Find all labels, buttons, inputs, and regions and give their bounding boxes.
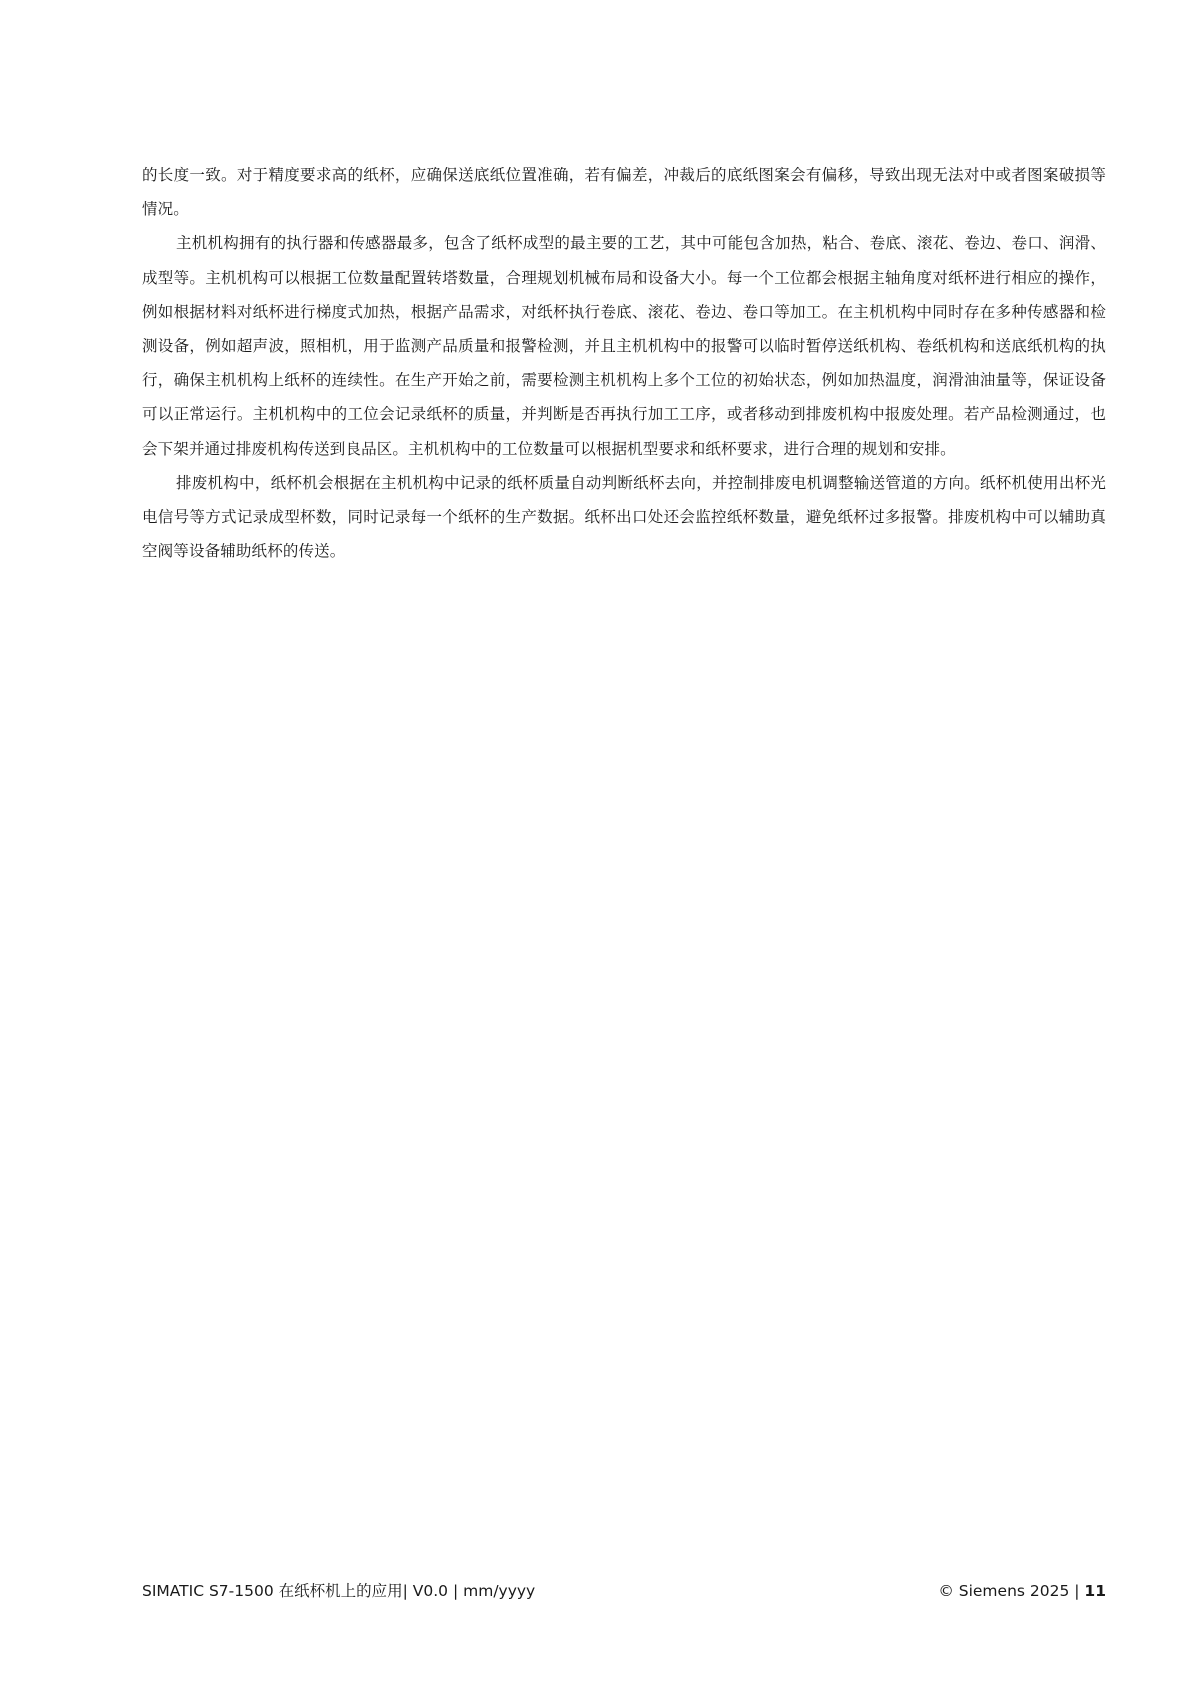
paragraph-3: 排废机构中，纸杯机会根据在主机机构中记录的纸杯质量自动判断纸杯去向，并控制排废电机调整输送管道的方向。纸杯机使用出杯光电信号等方式记录成型杯数，同时记录每一个纸杯的生产数据。纸杯出口处还会监控纸杯数量，避免纸杯过多报警。排废机构中可以辅助真空阀等设备辅助纸杯的传送。	[142, 473, 1106, 561]
body-text	[142, 158, 1106, 568]
page-footer	[142, 1578, 1106, 1604]
paragraph-2: 主机机构拥有的执行器和传感器最多，包含了纸杯成型的最主要的工艺，其中可能包含加热，粘合、卷底、滚花、卷边、卷口、润滑、成型等。主机机构可以根据工位数量配置转塔数量，合理规划机械布局和设备大小。每一个工位都会根据主轴角度对纸杯进行相应的操作，例如根据材料对纸杯进行梯度式加热，根据产品需求，对纸杯执行卷底、滚花、卷边、卷口等加工。在主机机构中同时存在多种传感器和检测设备，例如超声波，照相机，用于监测产品质量和报警检测，并且主机机构中的报警可以临时暂停送纸机构、卷纸机构和送底纸机构的执行，确保主机机构上纸杯的连续性。在生产开始之前，需要检测主机机构上多个工位的初始状态，例如加热温度，润滑油油量等，保证设备可以正常运行。主机机构中的工位会记录纸杯的质量，并判断是否再执行加工工序，或者移动到排废机构中报废处理。若产品检测通过，也会下架并通过排废机构传送到良品区。主机机构中的工位数量可以根据机型要求和纸杯要求，进行合理的规划和安排。	[142, 234, 1106, 458]
footer-copyright	[938, 1578, 1106, 1604]
copyright-text: © Siemens 2025 |	[938, 1582, 1085, 1600]
page-number: 11	[1084, 1582, 1106, 1600]
footer-document-info: SIMATIC S7-1500 在纸杯机上的应用| V0.0 | mm/yyyy	[142, 1582, 536, 1600]
paragraph-1: 的长度一致。对于精度要求高的纸杯，应确保送底纸位置准确，若有偏差，冲裁后的底纸图案会有偏移，导致出现无法对中或者图案破损等情况。	[142, 166, 1106, 219]
